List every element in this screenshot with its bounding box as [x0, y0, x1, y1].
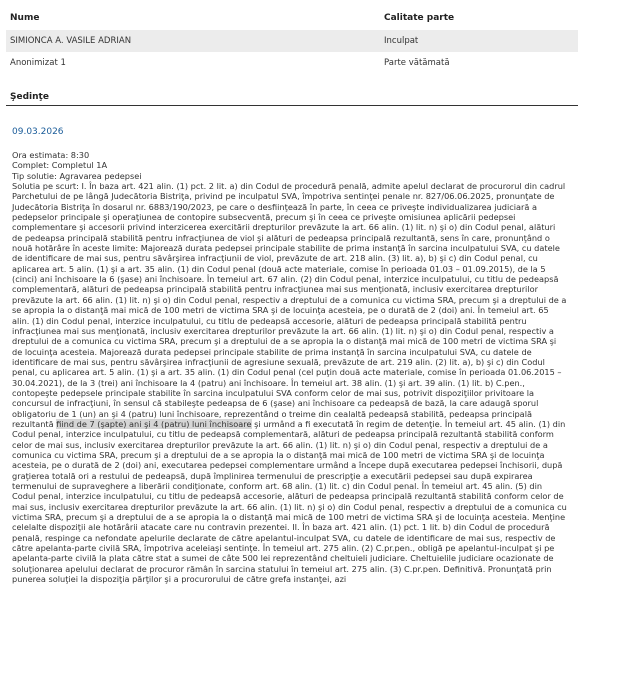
panel-complet: Complet: Completul 1A [12, 160, 108, 171]
hearings-section-title: Şedinţe [10, 92, 49, 102]
hearing-date-link[interactable]: 09.03.2026 [12, 127, 64, 137]
table-row [6, 30, 578, 52]
parties-table [6, 6, 578, 74]
party-name: SIMIONCA A. VASILE ADRIAN [6, 30, 380, 52]
solution-text-lead: Solutia pe scurt: I. În baza art. 421 alin. (1) pct. 2 lit. a) din Codul de procedură penală, admite apelul declarat de procurorul din cadrul Parchetului de pe lângă Judecătoria Bistriţa, privind pe inculpatul SVA, împotriva sentinţei penale nr. 827/06.06.2025, pronunţate de Judecătoria Bistriţa în dosarul nr. 6883/190/2023, pe care o desfiinţează în parte, în ceea ce priveşte individualizarea judiciară a pedepselor principale şi operaţiunea de contopire subsecventă, precum şi în ceea ce priveşte omisiunea aplicării pedepsei complementare şi accesorii privind interzicerea exercitării drepturilor prevăzute la art. 66 alin. (1) lit. n) şi o) din Codul penal, alături de pedeapsa principală stabilită pentru infracţiunea de viol şi alături de pedeapsa principală rezultantă, sens în care, pronunţând o nouă hotărâre în aceste limite: Majorează durata pedepsei principale stabilite de prima instanţă în sarcina inculpatului SVA, cu datele de identificare de mai sus, pentru săvârşirea infracţiunii de viol, prevăzute de art. 218 alin. (3) lit. a), b) şi c) din Codul penal, cu aplicarea art. 5 alin. (1) şi a art. 35 alin. (1) din Codul penal (două acte materiale, comise în perioada 01.03 – 01.09.2015), de la 5 (cinci) ani închisoare la 6 (şase) ani închisoare. În temeiul art. 67 alin. (2) din Codul penal, interzice inculpatului, cu titlu de pedeapsă complementară, alături de pedeapsa principală stabilită pentru infracţiunea mai sus menţionată, inclusiv exercitarea drepturilor prevăzute la art. 66 alin. (1) lit. n) şi o) din Codul penal, respectiv a dreptului de a comunica cu victima SRA, precum şi a dreptului de a se apropia la o distanţă mai mică de 100 metri de victima SRA şi de locuinţa acesteia, pe o durată de 2 (doi) ani. În temeiul art. 65 alin. (1) din Codul penal, interzice inculpatului, cu titlu de pedeapsă accesorie, alături de pedeapsa principală stabilită pentru infracţiunea mai sus menţionată, inclusiv exercitarea drepturilor prevăzute la art. 66 alin. (1) lit. n) şi o) din Codul penal, respectiv a dreptului de a comunica cu victima SRA, precum şi a dreptului de a se apropia la o distanţă mai mică de 100 metri de victima SRA şi de locuinţa acesteia. Majorează durata pedepsei principale stabilite de prima instanţă în sarcina inculpatului SVA, cu datele de identificare de mai sus, pentru săvârşirea infracţiunii de agresiune sexuală, prevăzute de art. 219 alin. (2) lit. a), b) şi c) din Codul penal, cu aplicarea art. 5 alin. (1) şi a art. 35 alin. (1) din Codul penal (cel puţin două acte materiale, comise în perioada 01.06.2015 – 30.04.2021), de la 3 (trei) ani închisoare la 4 (patru) ani închisoare. În temeiul art. 38 alin. (1) şi art. 39 alin. (1) lit. b) C.pen., contopeşte pedepsele principale stabilite în sarcina inculpatului SVA conform celor de mai sus, potrivit dispoziţiilor privitoare la concursul de infracţiuni, în sensul că stabileşte pedeapsa de 6 (şase) ani închisoare ca pedeapsă de bază, la care adaugă sporul obligatoriu de 1 (un) an şi 4 (patru) luni închisoare, reprezentând o treime din cealaltă pedeapsă stabilită, pedeapsa principală rezultantă [12, 181, 567, 429]
parties-header-row [6, 6, 578, 30]
highlighted-sentence: fiind de 7 (şapte) ani şi 4 (patru) luni închisoare [56, 418, 252, 429]
hearing-details [12, 150, 568, 584]
estimated-time: Ora estimata: 8:30 [12, 150, 90, 160]
header-name: Nume [10, 13, 40, 23]
solution-summary [12, 181, 568, 584]
party-name: Anonimizat 1 [10, 58, 66, 68]
header-role: Calitate parte [384, 13, 455, 23]
section-divider [6, 105, 578, 106]
solution-text-rest: şi urmând a fi executată în regim de detenţie. În temeiul art. 45 alin. (1) din Codul penal, interzice inculpatului, cu titlu de pedeapsă complementară, alături de pedeapsa principală rezultantă stabilită conform celor de mai sus, inclusiv exercitarea drepturilor prevăzute la art. 66 alin. (1) lit. n) şi o) din Codul penal, respectiv a dreptului de a comunica cu victima SRA, precum şi a dreptului de a se apropia la o distanţă mai mică de 100 metri de victima SRA şi de locuinţa acesteia, pe o durată de 2 (doi) ani, executarea pedepsei complementare urmând a începe după executarea pedepsei închisorii, după graţierea totală ori a restului de pedeapsă, după împlinirea termenului de prescripţie a executării pedepsei sau după expirarea termenului de supraveghere a liberării condiţionate, conform art. 68 alin. (1) lit. c) din Codul penal. În temeiul art. 45 alin. (5) din Codul penal, interzice inculpatului, cu titlu de pedeapsă accesorie, alături de pedeapsa principală rezultantă stabilită conform celor de mai sus, inclusiv exercitarea drepturilor prevăzute la art. 66 alin. (1) lit. n) şi o) din Codul penal, respectiv a dreptului de a comunica cu victima SRA, precum şi a dreptului de a se apropia la o distanţă mai mică de 100 metri de victima SRA şi de locuinţa acesteia. Menţine celelalte dispoziţii ale hotărârii atacate care nu contravin prezentei. II. În baza art. 421 alin. (1) pct. 1 lit. b) din Codul de procedură penală, respinge ca nefondate apelurile declarate de către apelantul-inculpat SVA, cu datele de identificare de mai sus, respectiv de către apelanta-parte civilă SRA, împotriva aceleiaşi sentinţe. În temeiul art. 275 alin. (2) C.pr.pen., obligă pe apelantul-inculpat şi pe apelanta-parte civilă la plata către stat a sumei de câte 500 lei reprezentând cheltuieli judiciare. Cheltuielile judiciare ocazionate de soluţionarea apelului declarat de procuror rămân în sarcina statului în temeiul art. 275 alin. (3) C.pr.pen. Definitivă. Pronunţată prin punerea soluţiei la dispoziţia părţilor şi a procurorului de către grefa instanţei, azi [12, 418, 567, 585]
table-row [6, 52, 578, 74]
solution-type: Tip solutie: Agravarea pedepsei [12, 170, 142, 181]
party-role: Parte vătămată [384, 58, 450, 68]
party-role: Inculpat [380, 30, 578, 52]
